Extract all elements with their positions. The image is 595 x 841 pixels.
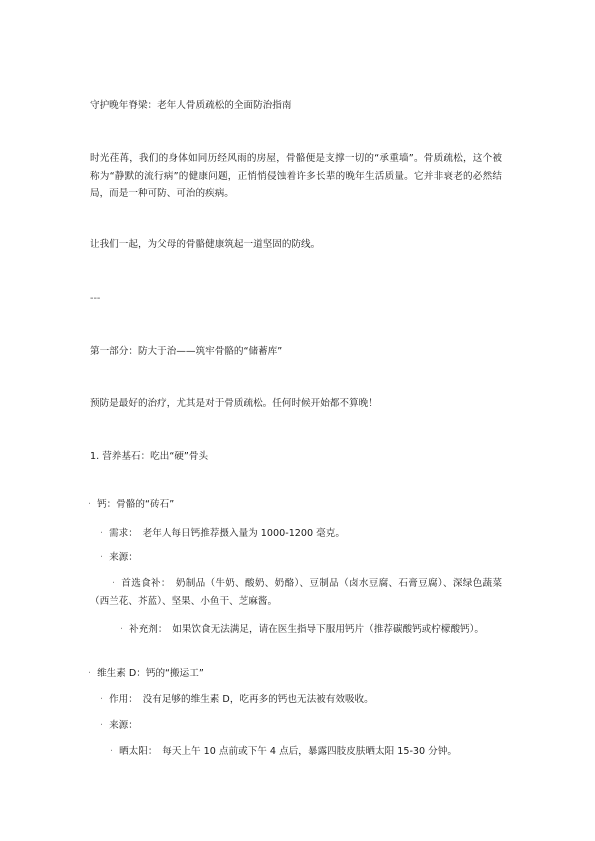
bullet-glyph: · — [120, 624, 124, 635]
list-item-preferred-food — [90, 575, 502, 610]
list-item-calcium — [88, 498, 174, 511]
preferred-food: 首选食补： 奶制品（牛奶、酸奶、奶酪）、豆制品（卤水豆腐、石膏豆腐）、深绿色蔬菜（西兰花、芥蓝）、坚果、小鱼干、芝麻酱。 — [90, 578, 502, 607]
list-item-calcium-sources — [100, 551, 138, 564]
list-item-supplement — [90, 621, 502, 639]
call-to-action: 让我们一起，为父母的骨骼健康筑起一道坚固的防线。 — [90, 239, 321, 250]
list-item-calcium-need — [100, 527, 345, 540]
list-item-sunlight — [110, 745, 457, 758]
bullet-glyph: · — [112, 578, 116, 589]
vitamin-d-role: 作用： 没有足够的维生素 D，吃再多的钙也无法被有效吸收。 — [109, 694, 374, 705]
list-item-vitamin-d — [88, 667, 204, 680]
bullet-glyph: · — [110, 746, 114, 757]
supplement: 补充剂： 如果饮食无法满足，请在医生指导下服用钙片（推荐碳酸钙或柠檬酸钙）。 — [129, 624, 485, 635]
vitamin-d-label: 维生素 D：钙的“搬运工” — [97, 668, 204, 679]
bullet-glyph: · — [100, 552, 104, 563]
part1-intro: 预防是最好的治疗，尤其是对于骨质疏松。任何时候开始都不算晚！ — [90, 398, 378, 409]
document-title: 守护晚年脊梁：老年人骨质疏松的全面防治指南 — [90, 100, 292, 111]
calcium-need: 需求： 老年人每日钙推荐摄入量为 1000-1200 毫克。 — [109, 528, 345, 539]
section1-heading: 1. 营养基石：吃出“硬”骨头 — [90, 451, 209, 462]
vitamin-d-sources-label: 来源： — [109, 720, 138, 731]
section-divider: --- — [90, 293, 101, 304]
bullet-glyph: · — [100, 720, 104, 731]
intro-paragraph: 时光荏苒，我们的身体如同历经风雨的房屋，骨骼便是支撑一切的“承重墙”。骨质疏松，这个被称为“静默的流行病”的健康问题，正悄悄侵蚀着许多长辈的晚年生活质量。它并非衰老的必然结局，而是一种可防、可治的疾病。 — [90, 153, 502, 199]
sunlight: 晒太阳： 每天上午 10 点前或下午 4 点后，暴露四肢皮肤晒太阳 15-30 分钟。 — [119, 746, 457, 757]
calcium-label: 钙：骨骼的“砖石” — [97, 499, 175, 510]
list-item-vitamin-d-role — [100, 693, 374, 706]
bullet-glyph: · — [88, 499, 92, 510]
list-item-vitamin-d-sources — [100, 719, 138, 732]
bullet-glyph: · — [88, 668, 92, 679]
bullet-glyph: · — [100, 528, 104, 539]
calcium-sources-label: 来源： — [109, 552, 138, 563]
bullet-glyph: · — [100, 694, 104, 705]
part1-heading: 第一部分：防大于治——筑牢骨骼的“储蓄库” — [90, 346, 283, 357]
